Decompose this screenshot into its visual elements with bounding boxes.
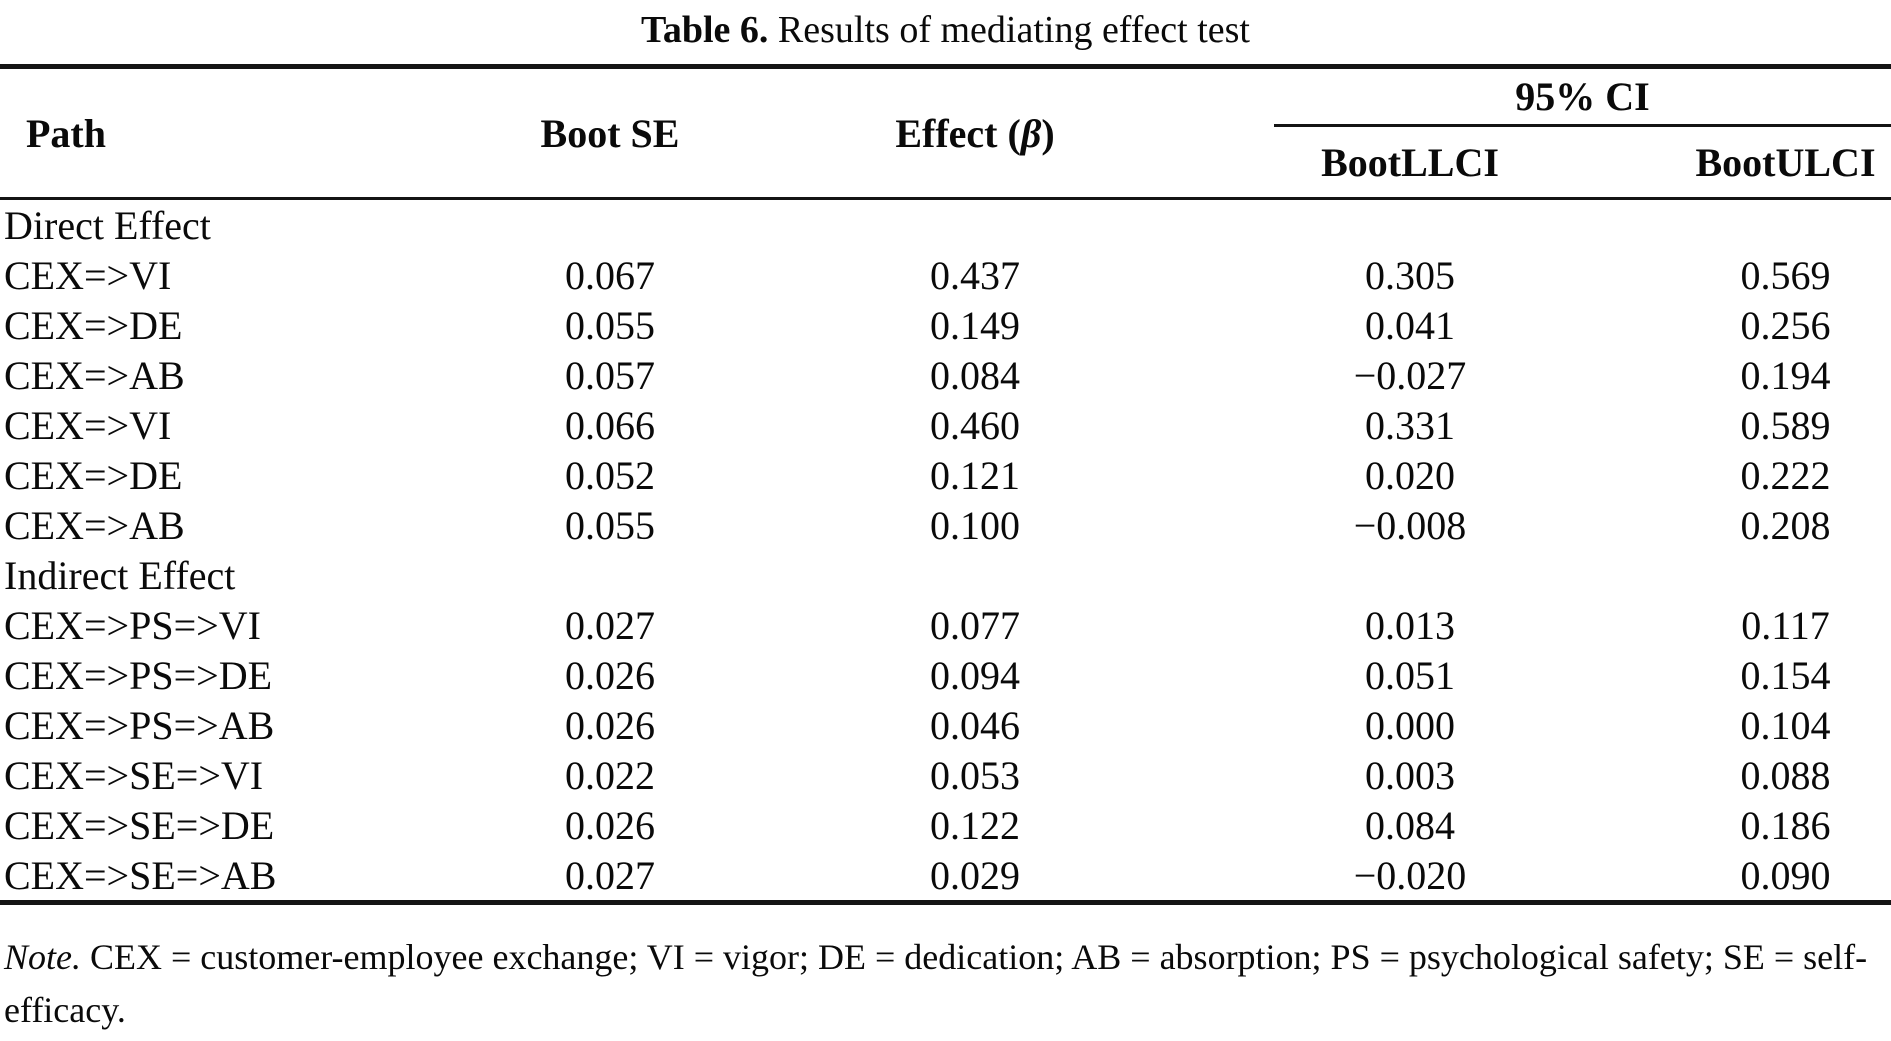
path-cell: CEX=>AB bbox=[4, 502, 185, 548]
table-row bbox=[0, 650, 1891, 700]
bootllci-cell: 0.003 bbox=[1365, 752, 1455, 798]
bootllci-cell: 0.051 bbox=[1365, 652, 1455, 698]
table-row bbox=[0, 350, 1891, 400]
bootllci-cell: −0.027 bbox=[1353, 352, 1467, 398]
path-cell: CEX=>PS=>AB bbox=[4, 702, 275, 748]
table-header bbox=[0, 67, 1891, 199]
path-cell: CEX=>VI bbox=[4, 252, 172, 298]
bootulci-cell: 0.569 bbox=[1740, 252, 1831, 298]
column-header-path: Path bbox=[26, 110, 106, 156]
table-row bbox=[0, 400, 1891, 450]
effect-cell: 0.149 bbox=[930, 302, 1020, 348]
bootulci-cell: 0.208 bbox=[1740, 502, 1831, 548]
table-row bbox=[0, 850, 1891, 903]
table-number-label: Table 6. bbox=[641, 9, 769, 51]
bootllci-cell: 0.331 bbox=[1365, 402, 1455, 448]
table-row bbox=[0, 600, 1891, 650]
path-cell: CEX=>SE=>AB bbox=[4, 852, 277, 898]
effect-cell: 0.046 bbox=[930, 702, 1020, 748]
note-text: CEX = customer-employee exchange; VI = vigor; DE = dedication; AB = absorption; PS = psychological safety; SE = self-efficacy. bbox=[4, 937, 1868, 1030]
bootulci-cell: 0.090 bbox=[1740, 852, 1831, 898]
bootllci-cell: −0.020 bbox=[1353, 852, 1467, 898]
table-row bbox=[0, 750, 1891, 800]
table-row bbox=[0, 800, 1891, 850]
section-row-direct-effect bbox=[0, 199, 1891, 251]
effect-label-suffix: ) bbox=[1041, 110, 1055, 156]
effect-cell: 0.094 bbox=[930, 652, 1020, 698]
effect-cell: 0.121 bbox=[930, 452, 1020, 498]
boot-se-cell: 0.022 bbox=[565, 752, 655, 798]
bootulci-cell: 0.194 bbox=[1740, 352, 1831, 398]
boot-se-cell: 0.027 bbox=[565, 602, 655, 648]
column-header-bootllci: BootLLCI bbox=[1321, 140, 1499, 186]
bootulci-cell: 0.154 bbox=[1740, 652, 1831, 698]
boot-se-cell: 0.052 bbox=[565, 452, 655, 498]
ci-group-label: 95% CI bbox=[1515, 73, 1650, 119]
table-row bbox=[0, 250, 1891, 300]
section-row-indirect-effect bbox=[0, 550, 1891, 600]
bootulci-cell: 0.088 bbox=[1740, 752, 1831, 798]
table-body bbox=[0, 199, 1891, 903]
boot-se-cell: 0.066 bbox=[565, 402, 655, 448]
path-cell: CEX=>DE bbox=[4, 302, 183, 348]
column-group-95-ci bbox=[1140, 67, 1891, 129]
boot-se-cell: 0.067 bbox=[565, 252, 655, 298]
effect-cell: 0.084 bbox=[930, 352, 1020, 398]
bootllci-cell: 0.013 bbox=[1365, 602, 1455, 648]
beta-symbol: β bbox=[1020, 110, 1042, 156]
bootulci-cell: 0.186 bbox=[1740, 802, 1831, 848]
bootulci-cell: 0.104 bbox=[1740, 702, 1831, 748]
header-row-top bbox=[0, 67, 1891, 129]
path-cell: CEX=>VI bbox=[4, 402, 172, 448]
effect-cell: 0.077 bbox=[930, 602, 1020, 648]
effect-cell: 0.460 bbox=[930, 402, 1020, 448]
path-cell: CEX=>PS=>VI bbox=[4, 602, 261, 648]
effect-cell: 0.053 bbox=[930, 752, 1020, 798]
effect-cell: 0.100 bbox=[930, 502, 1020, 548]
effect-cell: 0.437 bbox=[930, 252, 1020, 298]
table-row bbox=[0, 300, 1891, 350]
bootllci-cell: 0.084 bbox=[1365, 802, 1455, 848]
table-row bbox=[0, 500, 1891, 550]
table-caption: Results of mediating effect test bbox=[777, 9, 1250, 51]
bootllci-cell: 0.041 bbox=[1365, 302, 1455, 348]
boot-se-cell: 0.057 bbox=[565, 352, 655, 398]
boot-se-cell: 0.026 bbox=[565, 652, 655, 698]
effect-cell: 0.122 bbox=[930, 802, 1020, 848]
table-title bbox=[0, 0, 1891, 64]
boot-se-cell: 0.026 bbox=[565, 802, 655, 848]
table-row bbox=[0, 700, 1891, 750]
path-cell: CEX=>SE=>VI bbox=[4, 752, 264, 798]
ci-group-underline bbox=[1274, 72, 1891, 127]
bootulci-cell: 0.222 bbox=[1740, 452, 1831, 498]
bootllci-cell: 0.020 bbox=[1365, 452, 1455, 498]
path-cell: CEX=>SE=>DE bbox=[4, 802, 275, 848]
table-row bbox=[0, 450, 1891, 500]
effect-cell: 0.029 bbox=[930, 852, 1020, 898]
section-label: Direct Effect bbox=[4, 202, 211, 248]
bootulci-cell: 0.589 bbox=[1740, 402, 1831, 448]
column-header-bootulci: BootULCI bbox=[1695, 140, 1876, 186]
path-cell: CEX=>PS=>DE bbox=[4, 652, 273, 698]
bootllci-cell: −0.008 bbox=[1353, 502, 1467, 548]
table-note bbox=[0, 931, 1891, 1037]
section-label: Indirect Effect bbox=[4, 552, 236, 598]
effect-label-prefix: Effect ( bbox=[895, 110, 1021, 156]
column-header-effect bbox=[810, 67, 1140, 199]
bootulci-cell: 0.117 bbox=[1741, 602, 1830, 648]
note-label: Note. bbox=[4, 937, 81, 977]
mediating-effect-table bbox=[0, 64, 1891, 905]
bootllci-cell: 0.000 bbox=[1365, 702, 1455, 748]
bootllci-cell: 0.305 bbox=[1365, 252, 1455, 298]
bootulci-cell: 0.256 bbox=[1740, 302, 1831, 348]
boot-se-cell: 0.026 bbox=[565, 702, 655, 748]
boot-se-cell: 0.055 bbox=[565, 302, 655, 348]
path-cell: CEX=>DE bbox=[4, 452, 183, 498]
boot-se-cell: 0.027 bbox=[565, 852, 655, 898]
boot-se-cell: 0.055 bbox=[565, 502, 655, 548]
column-header-boot-se: Boot SE bbox=[540, 110, 680, 156]
path-cell: CEX=>AB bbox=[4, 352, 185, 398]
